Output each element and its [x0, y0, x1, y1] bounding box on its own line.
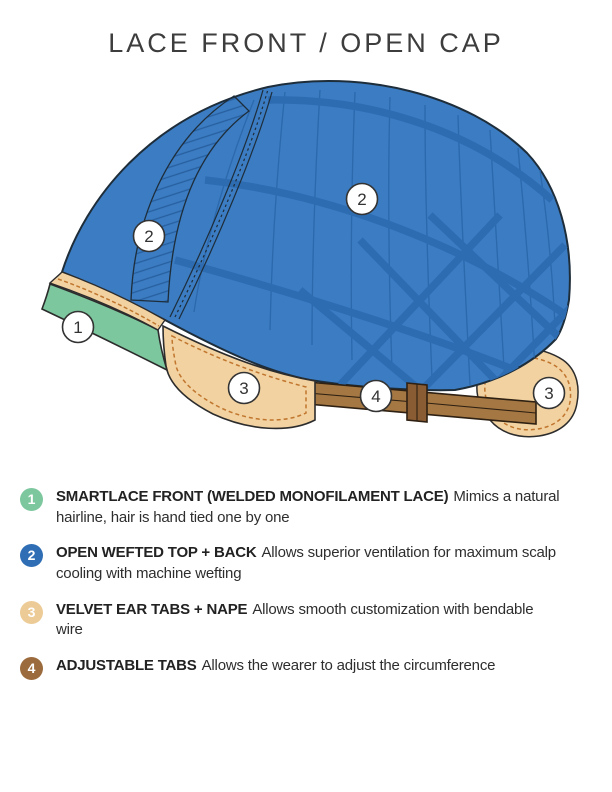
legend-description: Allows superior ventilation for maximum scalp cooling with machine wefting [56, 544, 556, 583]
svg-text:3: 3 [544, 384, 554, 403]
legend-description: Allows the wearer to adjust the circumference [201, 657, 496, 675]
svg-text:1: 1 [73, 318, 83, 337]
legend-number-badge: 2 [20, 544, 43, 567]
legend-entry-text [56, 656, 564, 677]
legend-description: Mimics a natural hairline, hair is hand tied one by one [56, 488, 560, 526]
legend-entry-text [56, 543, 564, 584]
legend-number-badge: 3 [20, 601, 43, 624]
legend-number-badge: 4 [20, 657, 43, 680]
callout-1-lace [63, 312, 94, 343]
legend-label: SMARTLACE FRONT (WELDED MONOFILAMENT LACE) [56, 488, 449, 505]
legend-label: OPEN WEFTED TOP + BACK [56, 544, 257, 562]
svg-text:3: 3 [239, 379, 249, 398]
callout-3-nape [534, 378, 565, 409]
callout-3-ear-tab [229, 373, 260, 404]
legend-entry-text [56, 600, 564, 641]
svg-text:2: 2 [357, 190, 367, 209]
legend [20, 487, 580, 695]
wig-cap-diagram [0, 62, 612, 482]
callout-2-front [134, 221, 165, 252]
legend-label: VELVET EAR TABS + NAPE [56, 600, 248, 618]
legend-item-smartlace-front [20, 487, 580, 528]
svg-text:2: 2 [144, 227, 154, 246]
legend-item-velvet-ear-tabs [20, 600, 580, 641]
legend-label: ADJUSTABLE TABS [56, 657, 197, 675]
legend-entry-text [56, 487, 564, 528]
legend-number-badge: 1 [20, 488, 43, 511]
legend-item-adjustable-tabs [20, 656, 580, 680]
callout-2-back [347, 184, 378, 215]
legend-item-open-wefted [20, 543, 580, 584]
callout-4-strap [361, 381, 392, 412]
svg-text:4: 4 [371, 387, 381, 406]
legend-description: Allows smooth customization with bendable wire [56, 600, 534, 639]
page-title: LACE FRONT / OPEN CAP [108, 28, 504, 58]
